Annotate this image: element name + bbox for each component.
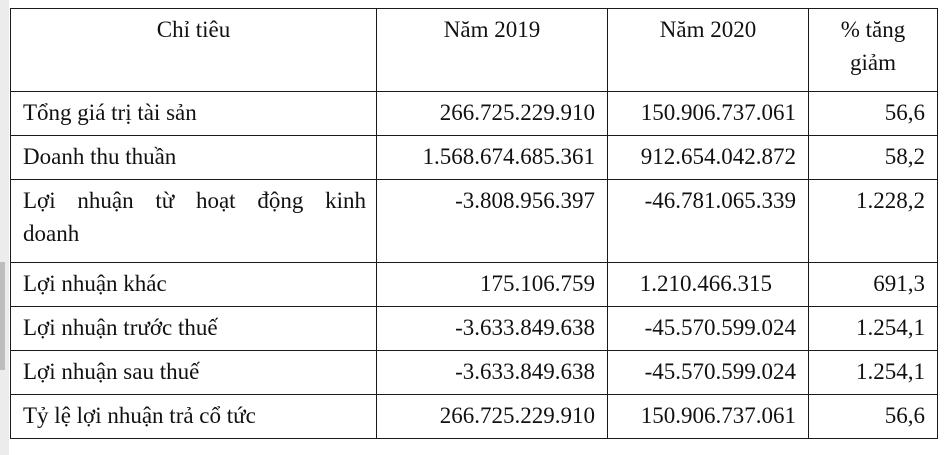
- header-percent-change: % tăng giảm: [809, 9, 938, 92]
- table-row: [11, 307, 938, 351]
- value-percent: 56,6: [809, 92, 938, 136]
- value-2020: 1.210.466.315: [608, 263, 809, 307]
- table-header-row: [11, 9, 938, 92]
- header-indicator: Chỉ tiêu: [11, 9, 377, 92]
- value-2020: 150.906.737.061: [608, 395, 809, 439]
- value-2020: -45.570.599.024: [608, 307, 809, 351]
- row-label: Doanh thu thuần: [11, 136, 377, 180]
- value-2019: -3.808.956.397: [377, 180, 608, 263]
- value-percent: 691,3: [809, 263, 938, 307]
- value-2020: 912.654.042.872: [608, 136, 809, 180]
- row-label: Tỷ lệ lợi nhuận trả cổ tức: [11, 395, 377, 439]
- page-edge-mark: [0, 262, 5, 370]
- value-percent: 1.228,2: [809, 180, 938, 263]
- value-2019: -3.633.849.638: [377, 351, 608, 395]
- value-2020: -45.570.599.024: [608, 351, 809, 395]
- value-percent: 1.254,1: [809, 351, 938, 395]
- value-percent: 56,6: [809, 395, 938, 439]
- table-row: [11, 180, 938, 263]
- table-row: [11, 92, 938, 136]
- header-year-2019: Năm 2019: [377, 9, 608, 92]
- row-label: Lợi nhuận trước thuế: [11, 307, 377, 351]
- value-2019: -3.633.849.638: [377, 307, 608, 351]
- value-percent: 1.254,1: [809, 307, 938, 351]
- value-2019: 1.568.674.685.361: [377, 136, 608, 180]
- table-row: [11, 263, 938, 307]
- value-percent: 58,2: [809, 136, 938, 180]
- table-row: [11, 395, 938, 439]
- value-2020: 150.906.737.061: [608, 92, 809, 136]
- value-2019: 266.725.229.910: [377, 92, 608, 136]
- row-label: Tổng giá trị tài sản: [11, 92, 377, 136]
- value-2020: -46.781.065.339: [608, 180, 809, 263]
- header-year-2020: Năm 2020: [608, 9, 809, 92]
- row-label: Lợi nhuận từ hoạt động kinh doanh: [11, 180, 377, 263]
- table-row: [11, 136, 938, 180]
- value-2019: 175.106.759: [377, 263, 608, 307]
- page-edge-shadow: [0, 0, 9, 455]
- financial-comparison-table: [10, 8, 938, 439]
- row-label: Lợi nhuận sau thuế: [11, 351, 377, 395]
- row-label: Lợi nhuận khác: [11, 263, 377, 307]
- value-2019: 266.725.229.910: [377, 395, 608, 439]
- table-row: [11, 351, 938, 395]
